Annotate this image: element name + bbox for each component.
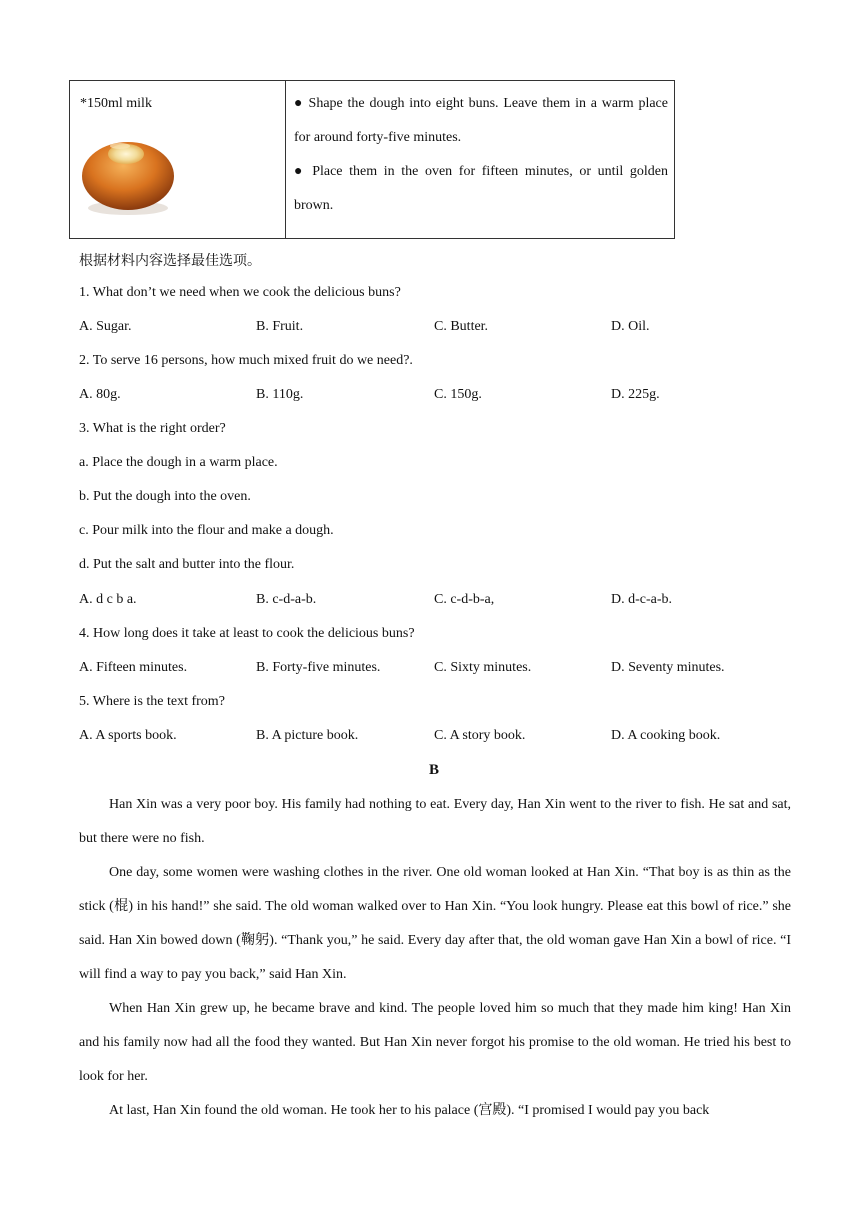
answer-option: B. Forty-five minutes.	[256, 660, 381, 675]
order-item: a. Place the dough in a warm place.	[79, 455, 278, 470]
answer-option: C. c-d-b-a,	[434, 592, 495, 607]
ingredient-cell	[70, 81, 286, 238]
steps-cell	[286, 81, 674, 238]
order-item: c. Pour milk into the flour and make a dough.	[79, 523, 334, 538]
answer-option: C. A story book.	[434, 728, 526, 743]
story-paragraph: When Han Xin grew up, he became brave and kind. The people loved him so much that they made him king! Han Xin and his family now had all the food they wanted. But Han Xin never forgot his promise to the old woman. He tried his best to look for her.	[79, 1001, 791, 1084]
recipe-step: ● Place them in the oven for fifteen minutes, or until golden brown.	[294, 164, 668, 213]
answer-option: D. Oil.	[611, 319, 650, 334]
answer-option: D. d-c-a-b.	[611, 592, 673, 607]
answer-option: A. Fifteen minutes.	[79, 660, 188, 675]
recipe-table	[69, 80, 675, 239]
answer-option: B. A picture book.	[256, 728, 359, 743]
question-text: 2. To serve 16 persons, how much mixed fruit do we need?.	[79, 353, 413, 368]
answer-option: B. 110g.	[256, 387, 304, 402]
answer-option: C. 150g.	[434, 387, 482, 402]
answer-option: A. A sports book.	[79, 728, 177, 743]
answer-option: D. 225g.	[611, 387, 660, 402]
question-text: 5. Where is the text from?	[79, 694, 225, 709]
answer-option: B. Fruit.	[256, 319, 304, 334]
answer-option: C. Butter.	[434, 319, 489, 334]
answer-option: D. Seventy minutes.	[611, 660, 725, 675]
story-paragraph: At last, Han Xin found the old woman. He took her to his palace (宫殿). “I promised I would pay you back	[109, 1103, 710, 1118]
answer-option: A. d c b a.	[79, 592, 137, 607]
story-paragraph: One day, some women were washing clothes in the river. One old woman looked at Han Xin. “That boy is as thin as the stick (棍) in his hand!” she said. The old woman walked over to Han Xin. “You look hungry. Please eat this bowl of rice.” she said. Han Xin bowed down (鞠躬). “Thank you,” he said. Every day after that, the old woman gave Han Xin a bowl of rice. “I will find a way to pay you back,” said Han Xin.	[79, 865, 791, 982]
ingredient-text: *150ml milk	[80, 96, 152, 111]
answer-option: D. A cooking book.	[611, 728, 721, 743]
bun-image	[80, 124, 176, 220]
question-text: 1. What don’t we need when we cook the delicious buns?	[79, 285, 401, 300]
answer-option: A. Sugar.	[79, 319, 132, 334]
section-heading: B	[428, 762, 439, 778]
order-item: b. Put the dough into the oven.	[79, 489, 251, 504]
order-item: d. Put the salt and butter into the flour.	[79, 557, 295, 572]
answer-option: A. 80g.	[79, 387, 121, 402]
story-paragraph: Han Xin was a very poor boy. His family had nothing to eat. Every day, Han Xin went to the river to fish. He sat and sat, but there were no fish.	[79, 797, 791, 846]
answer-option: C. Sixty minutes.	[434, 660, 532, 675]
instruction-text: 根据材料内容选择最佳选项。	[79, 254, 261, 269]
question-text: 4. How long does it take at least to cook the delicious buns?	[79, 626, 415, 641]
answer-option: B. c-d-a-b.	[256, 592, 317, 607]
recipe-step: ● Shape the dough into eight buns. Leave them in a warm place for around forty-five minutes.	[294, 96, 668, 145]
question-text: 3. What is the right order?	[79, 421, 226, 436]
